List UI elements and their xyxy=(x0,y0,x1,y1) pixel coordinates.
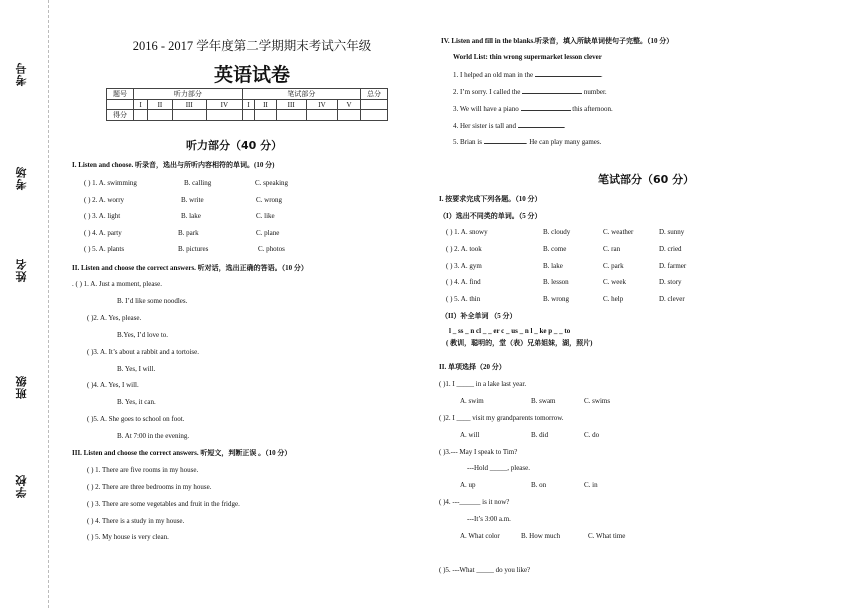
fill-blank-suffix: . xyxy=(600,71,603,79)
score-table xyxy=(106,88,388,121)
option-c: C. photos xyxy=(258,245,285,253)
question-item: ( )1. I _____ in a lake last year. xyxy=(439,380,527,388)
listening-part3-heading: III. Listen and choose the correct answers. 听短文，判断正误 。（10 分） xyxy=(72,449,292,457)
question-item: ( )3.--- May I speak to Tim? xyxy=(439,448,518,456)
score-col: II xyxy=(255,100,276,110)
option-c: C. swims xyxy=(584,397,611,405)
score-table-header-row xyxy=(107,89,388,100)
option-d: D. sunny xyxy=(659,228,685,236)
word-list: World List: thin wrong supermarket lesson clever xyxy=(453,53,602,61)
listening-part4-heading: IV. Listen and fill in the blanks.听录音，填入所缺单词使句子完整。（10 分） xyxy=(441,37,674,45)
option-b: B. I’d like some noodles. xyxy=(117,297,188,305)
score-col: II xyxy=(148,100,172,110)
question-item: ( )4. ---______ is it now? xyxy=(439,498,510,506)
fill-blank-prefix: 5. Brian is xyxy=(453,138,482,146)
option-c: C. week xyxy=(603,278,626,286)
option-b: B. park xyxy=(178,229,199,237)
answer-blank[interactable] xyxy=(535,70,601,77)
option-d: D. clever xyxy=(659,295,685,303)
question-item: ( ) 3. There are some vegetables and fruit in the fridge. xyxy=(87,500,240,508)
score-col: III xyxy=(172,100,206,110)
option-c: C. park xyxy=(603,262,624,270)
option-b: B. lake xyxy=(543,262,563,270)
option-a: A. What color xyxy=(460,532,500,540)
side-label-class: 班级 xyxy=(16,375,28,399)
option-b: B. At 7:00 in the evening. xyxy=(117,432,190,440)
fill-blank-item xyxy=(453,104,613,113)
fill-blank-prefix: 3. We will have a piano xyxy=(453,105,519,113)
option-a: A. up xyxy=(460,481,476,489)
option-c: C. ran xyxy=(603,245,621,253)
option-c: C. wrong xyxy=(256,196,283,204)
question-item: ( ) 1. There are five rooms in my house. xyxy=(87,466,199,474)
fill-blank-prefix: 4. Her sister is tall and xyxy=(453,122,516,130)
question-item: ( ) 4. A. party xyxy=(84,229,122,237)
complete-words: l _ ss _ n cl _ _ er c _ us _ n l _ ke p _ _ to xyxy=(449,327,571,335)
option-c: C. do xyxy=(584,431,600,439)
option-a: A. will xyxy=(460,431,480,439)
option-a: A. swim xyxy=(460,397,484,405)
option-b: B. on xyxy=(531,481,547,489)
question-item: ( )2. A. Yes, please. xyxy=(87,314,142,322)
option-b: B. How much xyxy=(521,532,561,540)
question-item: ( )3. A. It’s about a rabbit and a tortoise. xyxy=(87,348,199,356)
side-label-exam-room: 考场 xyxy=(16,166,28,190)
option-c: C. What time xyxy=(588,532,626,540)
option-b: B. Yes, I will. xyxy=(117,365,156,373)
score-col: IV xyxy=(306,100,337,110)
writing-part1-heading: I. 按要求完成下列各题。（10 分） xyxy=(439,195,542,203)
option-b: B. swam xyxy=(531,397,556,405)
fill-blank-item xyxy=(453,121,566,130)
score-col: I xyxy=(242,100,255,110)
option-b: B. write xyxy=(181,196,204,204)
fill-blank-item xyxy=(453,87,607,96)
option-c: C. in xyxy=(584,481,598,489)
option-b: B.Yes, I’d love to. xyxy=(117,331,169,339)
exam-subject: 英语试卷 xyxy=(213,64,290,86)
question-item: ( ) 2. A. took xyxy=(446,245,482,253)
option-b: B. wrong xyxy=(543,295,570,303)
question-subline: ---It’s 3:00 a.m. xyxy=(467,515,511,523)
option-c: C. like xyxy=(256,212,275,220)
question-item: ( ) 2. A. worry xyxy=(84,196,125,204)
side-label-school: 学校 xyxy=(16,474,28,498)
binding-line xyxy=(48,0,49,608)
option-b: B. lake xyxy=(181,212,201,220)
question-item: . ( ) 1. A. Just a moment, please. xyxy=(72,280,163,288)
score-col: III xyxy=(276,100,306,110)
score-table-label-listening: 听力部分 xyxy=(134,89,243,100)
side-label-name: 姓名 xyxy=(16,258,28,282)
fill-blank-suffix: . He can play many games. xyxy=(525,138,602,146)
fill-blank-suffix: this afternoon. xyxy=(572,105,613,113)
listening-part1-heading: I. Listen and choose. 听录音，选出与所听内容相符的单词。(10 分) xyxy=(72,161,275,169)
question-item: ( )5. A. She goes to school on foot. xyxy=(87,415,185,423)
answer-blank[interactable] xyxy=(518,121,564,128)
answer-blank[interactable] xyxy=(521,104,571,111)
score-col: IV xyxy=(206,100,242,110)
exam-title: 2016 - 2017 学年度第二学期期末考试六年级 xyxy=(132,39,372,53)
fill-blank-suffix: . xyxy=(563,122,566,130)
option-b: B. cloudy xyxy=(543,228,571,236)
score-table-score-row xyxy=(107,110,388,121)
question-item: ( )2. I ____ visit my grandparents tomorrow. xyxy=(439,414,564,422)
option-c: C. help xyxy=(603,295,624,303)
question-item: ( ) 1. A. snowy xyxy=(446,228,488,236)
option-b: B. calling xyxy=(184,179,212,187)
option-c: C. plane xyxy=(256,229,280,237)
answer-blank[interactable] xyxy=(522,87,582,94)
option-b: B. pictures xyxy=(178,245,209,253)
question-item: ( ) 3. A. gym xyxy=(446,262,482,270)
complete-words-hint: ( 教训，聪明的，堂（表）兄弟姐妹，湖，照片) xyxy=(446,339,593,347)
fill-blank-prefix: 1. I helped an old man in the xyxy=(453,71,534,79)
writing-part1-sub1: （I）选出不同类的单词。（5 分） xyxy=(439,212,542,220)
score-col: V xyxy=(338,100,361,110)
score-col: I xyxy=(134,100,148,110)
option-d: D. cried xyxy=(659,245,682,253)
question-item: ( ) 5. My house is very clean. xyxy=(87,533,169,541)
option-b: B. come xyxy=(543,245,567,253)
score-table-label-writing: 笔试部分 xyxy=(242,89,360,100)
option-c: C. speaking xyxy=(255,179,289,187)
question-item: ( ) 5. A. plants xyxy=(84,245,125,253)
question-item: ( ) 5. A. thin xyxy=(446,295,481,303)
question-item: ( ) 1. A. swimming xyxy=(84,179,137,187)
fill-blank-item xyxy=(453,137,601,146)
question-subline: ---Hold _____, please. xyxy=(467,464,530,472)
fill-blank-suffix: number. xyxy=(583,88,607,96)
answer-blank[interactable] xyxy=(484,137,526,144)
score-table-label-total: 总分 xyxy=(361,89,388,100)
option-d: D. farmer xyxy=(659,262,687,270)
question-item: ( ) 3. A. light xyxy=(84,212,121,220)
question-item: ( ) 2. There are three bedrooms in my house. xyxy=(87,483,212,491)
option-b: B. did xyxy=(531,431,549,439)
question-item: ( )5. ---What _____ do you like? xyxy=(439,566,531,574)
writing-section-title: 笔试部分（60 分） xyxy=(598,173,695,186)
question-item: ( ) 4. There is a study in my house. xyxy=(87,517,185,525)
option-d: D. story xyxy=(659,278,682,286)
listening-section-title: 听力部分（40 分） xyxy=(186,139,283,152)
option-c: C. weather xyxy=(603,228,634,236)
score-table-numbers-row xyxy=(107,100,388,110)
question-item: ( )4. A. Yes, I will. xyxy=(87,381,139,389)
listening-part2-heading: II. Listen and choose the correct answers. 听对话，选出正确的答语。（10 分） xyxy=(72,264,308,272)
option-b: B. lesson xyxy=(543,278,569,286)
question-item: ( ) 4. A. find xyxy=(446,278,481,286)
score-table-label-score: 得分 xyxy=(107,110,134,121)
fill-blank-prefix: 2. I’m sorry. I called the xyxy=(453,88,521,96)
option-b: B. Yes, it can. xyxy=(117,398,156,406)
writing-part1-sub2: （II）补全单词 （5 分） xyxy=(441,312,517,320)
writing-part2-heading: II. 单项选择（20 分） xyxy=(439,363,506,371)
side-label-exam-number: 考号 xyxy=(16,62,28,86)
fill-blank-item xyxy=(453,70,603,79)
score-table-label-question: 题号 xyxy=(107,89,134,100)
